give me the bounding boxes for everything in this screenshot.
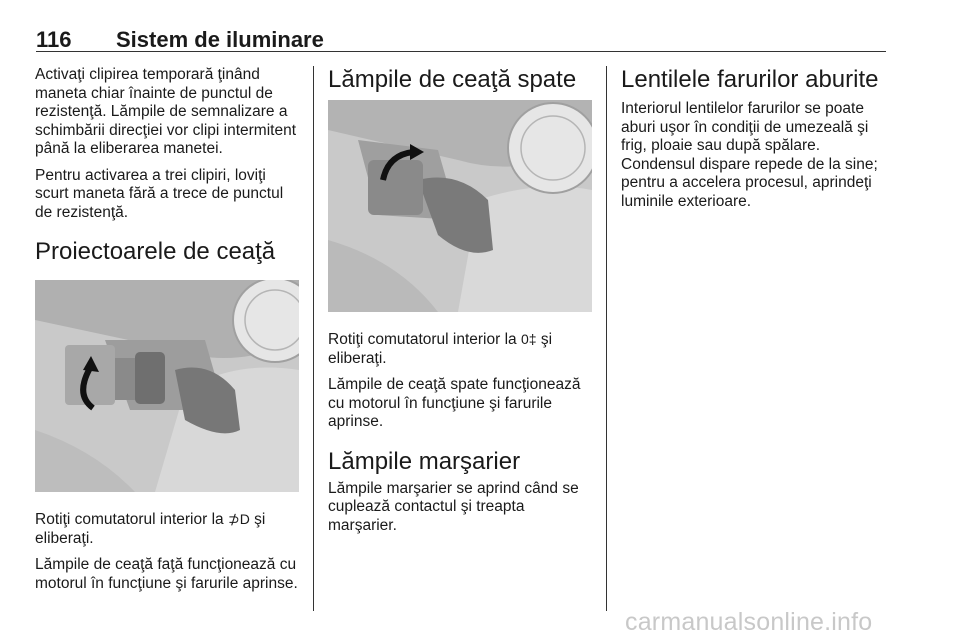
- paragraph: Rotiţi comutatorul interior la ⊅D şi eliberaţi.: [35, 511, 266, 547]
- column-divider: [313, 66, 314, 611]
- heading-front-fog: Proiectoarele de ceaţă: [35, 238, 276, 265]
- heading-reversing-lights: Lămpile marşarier: [328, 447, 521, 475]
- paragraph: Lămpile marşarier se aprind când se cuplează contactul şi treapta marşarier.: [328, 479, 579, 534]
- watermark: carmanualsonline.info: [625, 608, 873, 636]
- rear-fog-light-icon: 0‡: [520, 331, 537, 347]
- paragraph: Rotiţi comutatorul interior la 0‡ şi eliberaţi.: [328, 331, 553, 367]
- page-header: [36, 27, 886, 52]
- front-fog-light-icon: ⊅D: [227, 511, 250, 527]
- paragraph: Pentru activarea a trei clipiri, loviţi scurt maneta fără a trece de punctul de rezistenţă.: [35, 166, 284, 221]
- heading-fogged-lenses: Lentilele farurilor aburite: [621, 66, 879, 93]
- front-fog-switch-illustration: [35, 280, 299, 492]
- heading-rear-fog: Lămpile de ceaţă spate: [328, 66, 577, 93]
- column-2: [328, 66, 593, 543]
- page-number: 116: [36, 27, 72, 52]
- section-title: Sistem de iluminare: [116, 27, 324, 52]
- knob: [368, 160, 423, 215]
- column-1: [35, 66, 300, 601]
- column-3: [621, 66, 891, 219]
- paragraph: Activaţi clipirea temporară ţinând maneta chiar înainte de punctul de rezistenţă. Lămpile de semnalizare a schimbării direcţiei vor clipi intermitent până la eliberarea manetei.: [35, 66, 296, 157]
- rear-fog-switch-illustration: [328, 100, 592, 312]
- column-divider: [606, 66, 607, 611]
- paragraph: Lămpile de ceaţă spate funcţionează cu motorul în funcţiune şi farurile aprinse.: [328, 376, 581, 430]
- paragraph: Lămpile de ceaţă faţă funcţionează cu motorul în funcţiune şi farurile aprinse.: [35, 556, 298, 592]
- paragraph: Interiorul lentilelor farurilor se poate aburi uşor în condiţii de umezeală şi frig, ploaie sau după spălare. Condensul dispare repede de la sine; pentru a accelera procesul, aprindeţi luminile exterioare.: [621, 100, 878, 210]
